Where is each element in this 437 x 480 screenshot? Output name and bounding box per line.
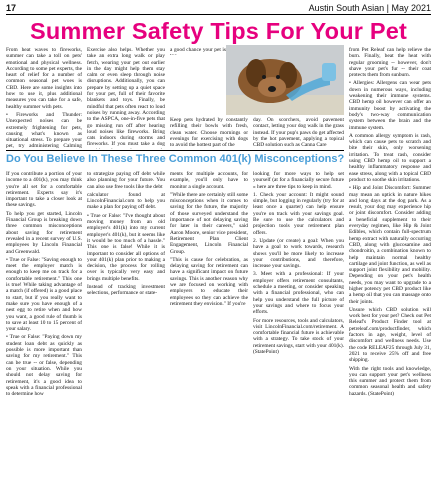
article1-column-3 xyxy=(170,47,226,55)
article1-column-3-continued xyxy=(170,117,248,149)
paragraph: A common allergy symptom is rash, which can cause pets to scratch and bite their skin, only worsening irritation. To treat rash, consider using CBD hemp oil to support a healthy inflammatory response and ease stress, along with a topical CBD product to soothe skin irritations. xyxy=(349,132,431,183)
article2-headline: Do You Believe In These Three Common 401(k) Misconceptions? xyxy=(6,153,345,165)
paragraph: calculator found at LincolnFinancial.com to help you make a plan for paying off debt. xyxy=(87,191,165,211)
article1-column-4 xyxy=(253,117,344,149)
page-number: 17 xyxy=(6,3,17,13)
article1-column-5 xyxy=(349,47,431,478)
paragraph: Exercise also helps. Whether you take an extra long walk or play fetch, wearing your pet out earlier in the day might help them stay calm or even sleep through noise disruptions. Additionally, you can prepare by setting up a quiet space for your pet, full of their favorite blankets and toys. Finally, be mindful that pets often react to loud noises by running away. According to the ASPCA, one-in-five pets that go missing run off after hearing loud noises like fireworks. Bring cats indoors during storms and fireworks. If you must take a dog xyxy=(87,47,165,148)
paragraph: With the right tools and knowledge, you can support your pet's wellness this summer and protect them from common seasonal health and safety hazards. (StatePoint) xyxy=(349,365,431,397)
publication-info: Austin South Asian | May 2021 xyxy=(308,3,431,13)
paragraph: • Allergies: Allergens can wear pets down in numerous ways, including weakening their immune systems. CBD hemp oil however can offer an immunity boost by activating the body's two-way communication system between the brain and the immune system. xyxy=(349,80,431,131)
dog-drinking-photo xyxy=(226,45,344,115)
paragraph: 1. Check your account: It might sound simple, but logging in regularly (try for at least once a quarter) can help ensure you're on track with your savings goal. Be sure to use the calculators and projection tools your retirement plan offers. xyxy=(253,191,344,236)
article1-column-2 xyxy=(87,47,165,149)
paragraph: a good chance your pet is xyxy=(170,47,226,53)
paragraph: "While there are certainly still some misconceptions when it comes to saving for the future, the majority of those surveyed understand the importance of not delaying saving for later in their careers," said Aaron Moore, senior vice president, Retirement Plan Client Engagement, Lincoln Financial Group. xyxy=(170,191,248,255)
paragraph: to strategize paying off debt while also planning for your future. You can also use free tools like the debt xyxy=(87,171,165,190)
paragraph: If you contribute a portion of your income to a 401(k), you may think you're all set for a comfortable retirement. Experts say it's important to take a closer look at these savings. xyxy=(6,171,82,209)
article2-column-3 xyxy=(170,171,248,478)
paragraph: From heat waves to fireworks, summer can take a toll on pets' emotional and physical wellness. According to some pet experts, the heart of relief for a number of common seasonal pet woes is CBD. Here are some insights into how to use it, plus additional measures you can take for a safe, healthy summer with pets. xyxy=(6,47,82,110)
paragraph: "This is cause for celebration, as delaying saving for retirement can have a significant impact on future savings. This is another reason why we are focused on working with employers to educate their employees so they can achieve the retirement they envision." If you're xyxy=(170,256,248,307)
paragraph: • True or False: "Paying down my student loan debt as quickly as possible is more important than saving for my retirement." This can be true -- or false, depending on your situation. While you should not delay saving for retirement, it's a good idea to speak with a financial professional to determine how xyxy=(6,334,82,398)
article1-column-1 xyxy=(6,47,82,149)
paragraph: 2. Update (or create) a goal: When you have a goal to work towards, research shows you'll be more likely to increase your contributions, and therefore, increase your savings. xyxy=(253,237,344,270)
article1-headline: Summer Safety Tips For Your Pet xyxy=(29,18,408,44)
article2-column-4 xyxy=(253,171,344,478)
paragraph: For more resources, tools and calculators, visit LincolnFinancial.com/retirement. A comfortable financial future is achievable with a strategy. To take stock of your retirement savings, start with your 401(k). (StatePoint) xyxy=(253,317,344,356)
paragraph: 3. Meet with a professional: If your employer offers retirement consultants, schedule a meeting, or consider speaking with a financial professional, who can help you understand the full picture of your savings and where to focus your efforts. xyxy=(253,271,344,316)
paragraph: To help you get started, Lincoln Financial Group is breaking down three common misconceptions about saving for retirement revealed in a recent survey of U.S. employees by Lincoln Financial and Greenwald. xyxy=(6,210,82,255)
paragraph: Keep pets hydrated by constantly refilling their bowls with fresh, clean water. Choose mornings or evenings for exercising with dogs to avoid the hottest part of the xyxy=(170,117,248,149)
paragraph: Instead of tracking investment selections, performance or state- xyxy=(87,284,165,297)
header-rule xyxy=(6,14,431,15)
paragraph: Unsure which CBD solution will work best for your pet? Check out Pet Releaf's Product Finder tool at petreleaf.com/productfinder, which factors in age, weight, level of discomfort and wellness needs. Use the code RELEAF25 through July 31, 2021 to receive 25% off and free shipping. xyxy=(349,306,431,364)
paragraph: ments for multiple accounts, for example, you'll only have to monitor a single account. xyxy=(170,171,248,190)
paragraph: • True or False: "Saving enough to meet the employer match is enough to keep me on track for a comfortable retirement." This one is true! While taking advantage of a match (if offered) is a good place to start, but if you really want to make sure you have enough of a nest egg to retire when and how you want, a good rule of thumb is to save at least 10 to 15 percent of your salary. xyxy=(6,256,82,333)
paragraph: from Pet Releaf can help relieve the burn. Finally, beat the heat with regular grooming -- however, don't shave your pet's fur -- their coat protects them from sunburn. xyxy=(349,47,431,79)
paragraph: • Hip and Joint Discomfort: Summer may mean an uptick in nature hikes and long days at the dog park. As a result, your dog may experience hip or joint discomfort. Consider adding a beneficial supplement to their everyday regimen, like Hip & Joint Edibles, which contain full-spectrum hemp extract with naturally occurring CBD, along with glucosamine and chondroitin, a combination known to help maintain normal healthy cartilage and joint function, as well as support joint flexibility and mobility. Depending on your pet's health needs, you may want to upgrade to a higher potency pet CBD product like a hemp oil that you can massage onto their joints. xyxy=(349,185,431,305)
paragraph: looking for more ways to help set yourself (at for a financially secure future » here are three tips to keep in mind. xyxy=(253,171,344,190)
dog-photo-image xyxy=(226,45,344,115)
article2-column-2 xyxy=(87,171,165,478)
article2-column-1 xyxy=(6,171,82,478)
paragraph: day. On scorchers, avoid pavement contact, letting your dog walk in the grass instead. If your pup's paws do get affected by the hot pavement, applying a topical CBD solution such as Canna Care xyxy=(253,117,344,149)
paragraph: • Fireworks and Thunder: Unexpected noises can be extremely frightening for pets, causing what's known as situational stress. To prepare your pet, try administering Calming xyxy=(6,111,82,149)
paragraph: • True or False: "I've thought about moving money from an old employer's 401(k) into my current employer's 401(k), but it seems like it would be too much of a hassle." This one is false! While it is important to consider all options of your 401(k) plan prior to making a decision, the process for rolling over is typically very easy and brings multiple benefits. xyxy=(87,212,165,282)
